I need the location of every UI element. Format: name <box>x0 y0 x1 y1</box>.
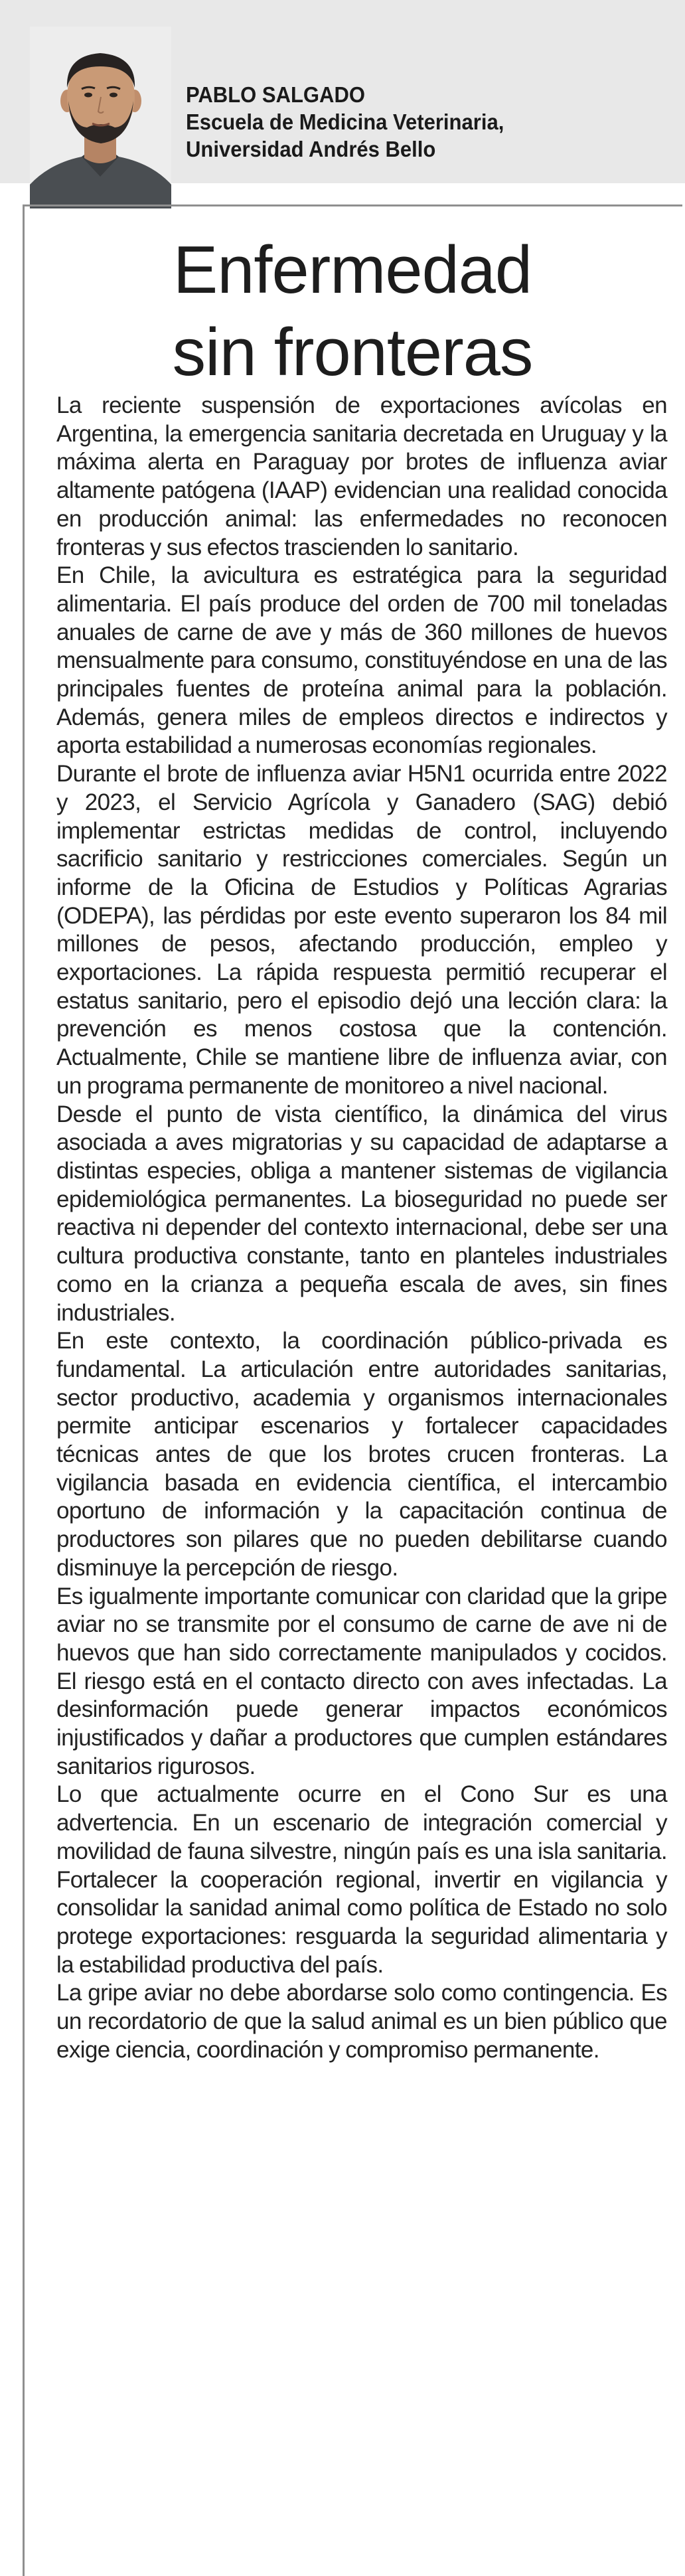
body-paragraph: En este contexto, la coordinación público-privada es fundamental. La articulación entre autoridades sanitarias, sector productivo, academia y organismos internacionales permite anticipar escenarios y fortalecer capacidades técnicas antes de que los brotes crucen fronteras. La vigilancia basada en evidencia científica, el intercambio oportuno de información y la capacitación continua de productores son pilares que no pueden debilitarse cuando disminuye la percepción de riesgo. <box>56 1328 667 1581</box>
author-byline <box>186 81 504 163</box>
headline-line2: sin fronteras <box>172 315 533 390</box>
author-affiliation-line2: Universidad Andrés Bello <box>186 137 436 161</box>
body-paragraph: Es igualmente importante comunicar con claridad que la gripe aviar no se transmite por el consumo de carne de ave ni de huevos que han sido correctamente manipulados y cocidos. El riesgo está en el contacto directo con aves infectadas. La desinformación puede generar impactos económicos injustificados y dañar a productores que cumplen estándares sanitarios rigurosos. <box>56 1583 667 1779</box>
author-photo <box>30 27 171 208</box>
author-name: PABLO SALGADO <box>186 82 366 107</box>
headline-line1: Enfermedad <box>173 233 532 307</box>
article-headline <box>23 229 682 394</box>
body-paragraph: La reciente suspensión de exportaciones avícolas en Argentina, la emergencia sanitaria decretada en Uruguay y la máxima alerta en Paraguay por brotes de influenza aviar altamente patógena (IAAP) evidencian una realidad conocida en producción animal: las enfermedades no reconocen fronteras y sus efectos trascienden lo sanitario. <box>56 392 667 560</box>
body-paragraph: Durante el brote de influenza aviar H5N1 ocurrida entre 2022 y 2023, el Servicio Agrícola y Ganadero (SAG) debió implementar estrictas medidas de control, incluyendo sacrificio sanitario y restricciones comerciales. Según un informe de la Oficina de Estudios y Políticas Agrarias (ODEPA), las pérdidas por este evento superaron los 84 mil millones de pesos, afectando producción, empleo y exportaciones. La rápida respuesta permitió recuperar el estatus sanitario, pero el episodio dejó una lección clara: la prevención es menos costosa que la contención. Actualmente, Chile se mantiene libre de influenza aviar, con un programa permanente de monitoreo a nivel nacional. <box>56 761 667 1099</box>
body-paragraph: La gripe aviar no debe abordarse solo como contingencia. Es un recordatorio de que la salud animal es un bien público que exige ciencia, coordinación y compromiso permanente. <box>56 1980 667 2063</box>
body-paragraph: Lo que actualmente ocurre en el Cono Sur es una advertencia. En un escenario de integración comercial y movilidad de fauna silvestre, ningún país es una isla sanitaria. Fortalecer la cooperación regional, invertir en vigilancia y consolidar la sanidad animal como política de Estado no solo protege exportaciones: resguarda la seguridad alimentaria y la estabilidad productiva del país. <box>56 1781 667 1978</box>
article-body <box>56 392 667 2064</box>
author-affiliation-line1: Escuela de Medicina Veterinaria, <box>186 110 504 134</box>
body-paragraph: Desde el punto de vista científico, la dinámica del virus asociada a aves migratorias y su capacidad de adaptarse a distintas especies, obliga a mantener sistemas de vigilancia epidemiológica permanentes. La bioseguridad no puede ser reactiva ni depender del contexto internacional, debe ser una cultura productiva constante, tanto en planteles industriales como en la crianza a pequeña escala de aves, sin fines industriales. <box>56 1101 667 1326</box>
body-paragraph: En Chile, la avicultura es estratégica para la seguridad alimentaria. El país produce del orden de 700 mil toneladas anuales de carne de ave y más de 360 millones de huevos mensualmente para consumo, constituyéndose en una de las principales fuentes de proteína animal para la población. Además, genera miles de empleos directos e indirectos y aporta estabilidad a numerosas economías regionales. <box>56 562 667 759</box>
